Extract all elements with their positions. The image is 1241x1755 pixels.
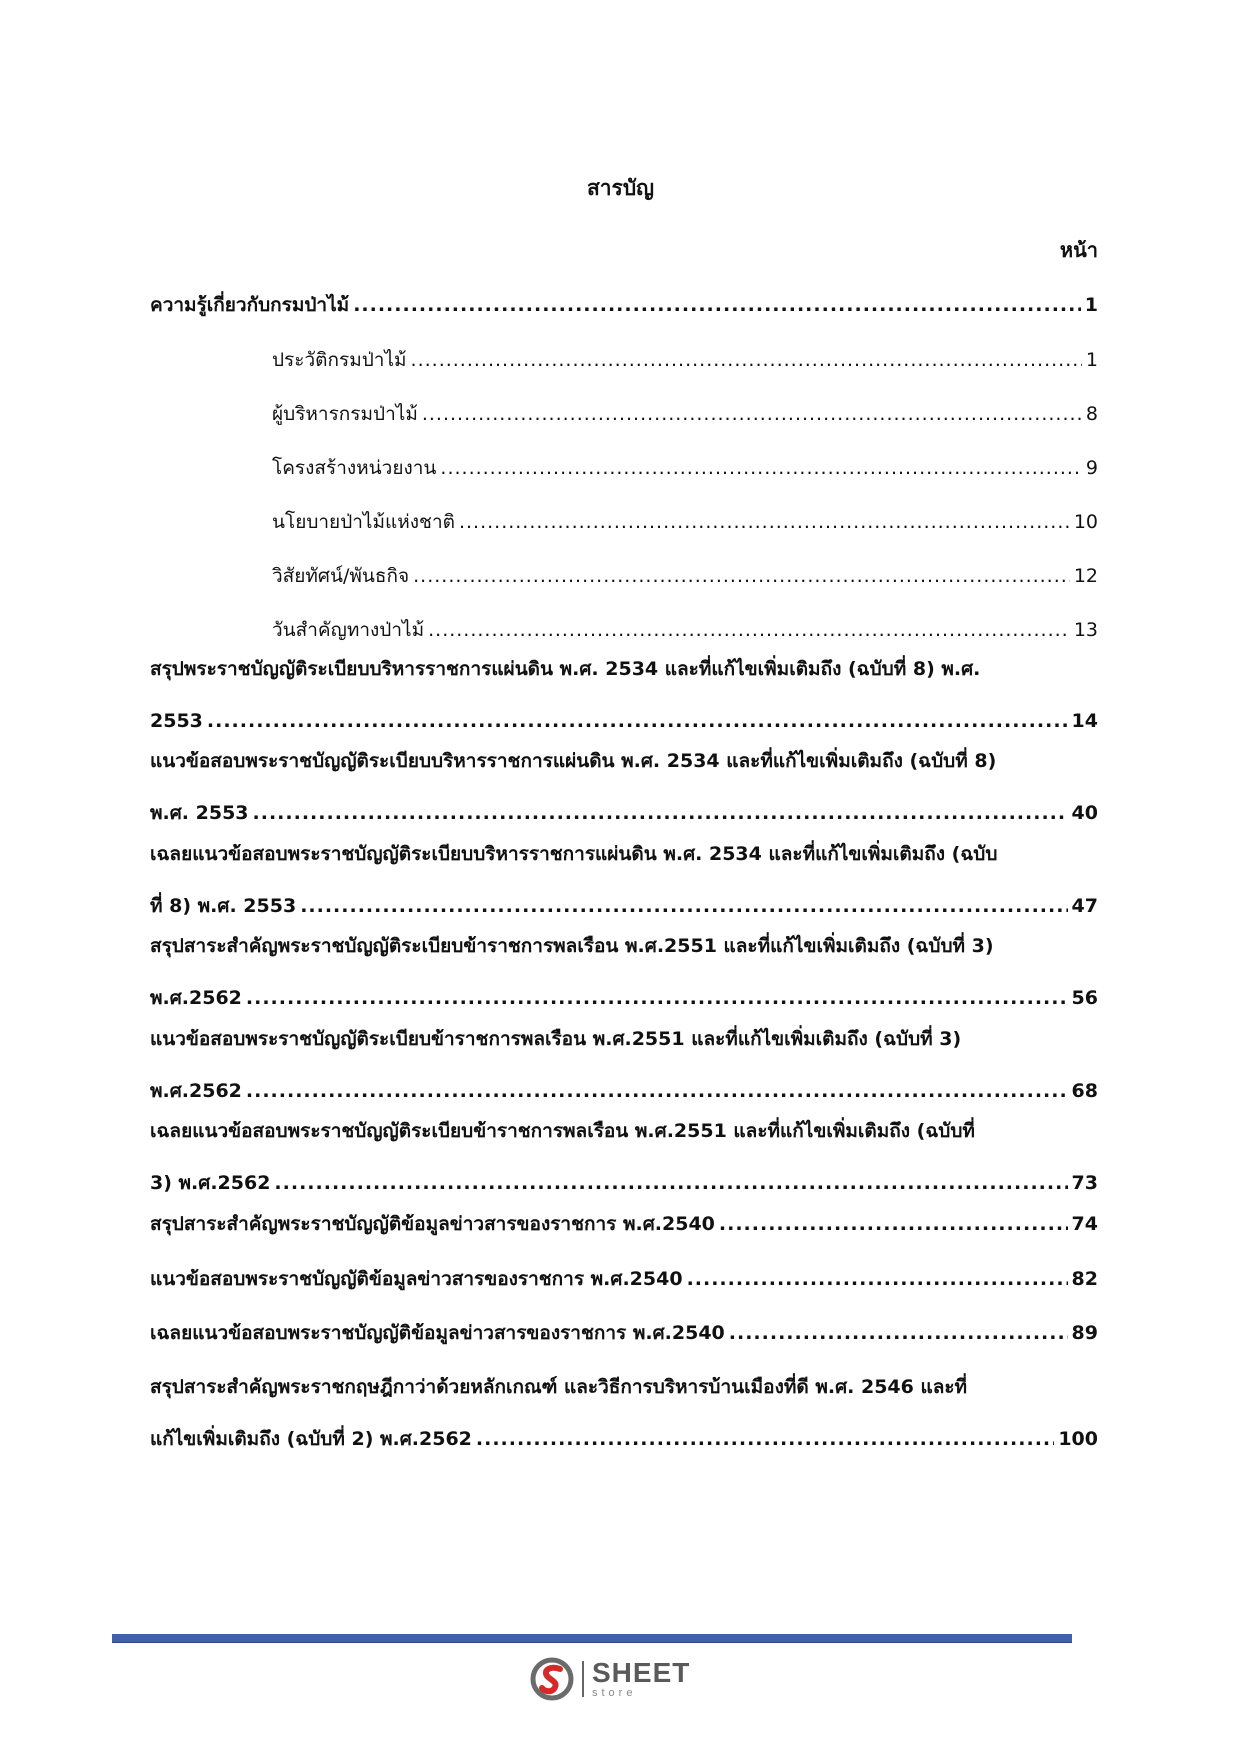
toc-entry-line bbox=[150, 839, 1098, 869]
toc-sub-entry[interactable] bbox=[150, 399, 1098, 429]
toc-entry-title: แนวข้อสอบพระราชบัญญัติระเบียบข้าราชการพลเรือน พ.ศ.2551 และที่แก้ไขเพิ่มเติมถึง (ฉบับที่ 3) bbox=[150, 1028, 962, 1050]
toc-entry-line bbox=[150, 931, 1098, 961]
toc-entry[interactable] bbox=[150, 1116, 1098, 1198]
dot-leader bbox=[440, 453, 1082, 483]
toc-entry-line bbox=[272, 453, 1098, 483]
toc-entry-line bbox=[150, 891, 1098, 921]
dot-leader bbox=[246, 983, 1068, 1013]
toc-entry-title: วันสำคัญทางป่าไม้ bbox=[272, 619, 425, 641]
dot-leader bbox=[207, 706, 1068, 736]
dot-leader bbox=[428, 615, 1070, 645]
toc-page-number: 40 bbox=[1071, 802, 1098, 824]
toc-entry[interactable] bbox=[150, 931, 1098, 1013]
logo-separator bbox=[582, 1661, 584, 1697]
toc-entry-title: ที่ 8) พ.ศ. 2553 bbox=[150, 895, 297, 917]
toc-entry-title: ความรู้เกี่ยวกับกรมป่าไม้ bbox=[150, 294, 350, 316]
page-column-label: หน้า bbox=[1059, 238, 1098, 262]
toc-entry-line bbox=[272, 615, 1098, 645]
dot-leader bbox=[687, 1264, 1068, 1294]
toc-entry-title: 2553 bbox=[150, 710, 203, 732]
toc-entry-title: สรุปสาระสำคัญพระราชบัญญัติระเบียบข้าราชการพลเรือน พ.ศ.2551 และที่แก้ไขเพิ่มเติมถึง (ฉบับที่ 3) bbox=[150, 935, 994, 957]
toc-entry-line bbox=[150, 798, 1098, 828]
toc-page-number: 13 bbox=[1073, 619, 1098, 641]
toc-entry-title: แนวข้อสอบพระราชบัญญัติระเบียบบริหารราชการแผ่นดิน พ.ศ. 2534 และที่แก้ไขเพิ่มเติมถึง (ฉบับที่ 8) bbox=[150, 750, 997, 772]
toc-entry[interactable] bbox=[150, 1318, 1098, 1348]
dot-leader bbox=[300, 891, 1067, 921]
toc-sub-entry[interactable] bbox=[150, 507, 1098, 537]
toc-entry[interactable] bbox=[150, 1024, 1098, 1106]
toc-entry-line bbox=[150, 1318, 1098, 1348]
toc-page-number: 82 bbox=[1071, 1268, 1098, 1290]
dot-leader bbox=[422, 399, 1082, 429]
toc-page-number: 100 bbox=[1058, 1428, 1098, 1450]
toc-sub-entry[interactable] bbox=[150, 561, 1098, 591]
toc-entry-line bbox=[150, 1076, 1098, 1106]
dot-leader bbox=[719, 1209, 1068, 1239]
toc-entry-line bbox=[150, 1168, 1098, 1198]
dot-leader bbox=[353, 290, 1081, 320]
dot-leader bbox=[459, 507, 1070, 537]
toc-entry[interactable] bbox=[150, 1264, 1098, 1294]
toc-entry[interactable] bbox=[150, 654, 1098, 736]
sheet-store-logo-icon bbox=[530, 1657, 574, 1701]
sheet-store-logo bbox=[530, 1656, 690, 1702]
toc-page-number: 68 bbox=[1071, 1080, 1098, 1102]
dot-leader bbox=[729, 1318, 1068, 1348]
toc-page-number: 73 bbox=[1071, 1172, 1098, 1194]
toc-entry-title: พ.ศ.2562 bbox=[150, 987, 242, 1009]
toc-entry-line bbox=[150, 706, 1098, 736]
toc-entry-title: สรุปพระราชบัญญัติระเบียบบริหารราชการแผ่นดิน พ.ศ. 2534 และที่แก้ไขเพิ่มเติมถึง (ฉบับที่ 8) พ.ศ. bbox=[150, 658, 981, 680]
toc-entry-line bbox=[150, 1209, 1098, 1239]
toc-sub-entry[interactable] bbox=[150, 453, 1098, 483]
toc-page-number: 14 bbox=[1071, 710, 1098, 732]
toc-page-number: 8 bbox=[1085, 403, 1098, 425]
toc-entry-line bbox=[150, 983, 1098, 1013]
toc-entry[interactable] bbox=[150, 839, 1098, 921]
toc-entry-line bbox=[150, 1264, 1098, 1294]
logo-text: SHEET bbox=[592, 1657, 691, 1688]
toc-entry-title: พ.ศ. 2553 bbox=[150, 802, 249, 824]
toc-entry-line bbox=[150, 654, 1098, 684]
toc-entry[interactable] bbox=[150, 1209, 1098, 1239]
toc-entry-title: เฉลยแนวข้อสอบพระราชบัญญัติระเบียบบริหารราชการแผ่นดิน พ.ศ. 2534 และที่แก้ไขเพิ่มเติมถึง (ฉบับ bbox=[150, 843, 998, 865]
toc-entry-line bbox=[150, 1116, 1098, 1146]
toc-entry-line bbox=[272, 507, 1098, 537]
toc-page-number: 1 bbox=[1084, 294, 1098, 316]
dot-leader bbox=[476, 1424, 1054, 1454]
toc-entry-title: ผู้บริหารกรมป่าไม้ bbox=[272, 403, 418, 425]
dot-leader bbox=[411, 345, 1082, 375]
logo-subtext: store bbox=[592, 1687, 637, 1699]
toc-entry-line bbox=[150, 1424, 1098, 1454]
logo-wordmark bbox=[592, 1659, 690, 1699]
toc-entry-title: พ.ศ.2562 bbox=[150, 1080, 242, 1102]
toc-entry-title: นโยบายป่าไม้แห่งชาติ bbox=[272, 511, 455, 533]
toc-page-number: 9 bbox=[1085, 457, 1098, 479]
toc-page-number: 1 bbox=[1085, 349, 1098, 371]
toc-entry-line bbox=[272, 399, 1098, 429]
toc-page-number: 47 bbox=[1071, 895, 1098, 917]
toc-entry-title: แนวข้อสอบพระราชบัญญัติข้อมูลข่าวสารของราชการ พ.ศ.2540 bbox=[150, 1268, 683, 1290]
toc-entry-title: ประวัติกรมป่าไม้ bbox=[272, 349, 407, 371]
toc-entry-line bbox=[150, 746, 1098, 776]
toc-entry-line bbox=[150, 1024, 1098, 1054]
toc-entry-title: โครงสร้างหน่วยงาน bbox=[272, 457, 437, 479]
dot-leader bbox=[253, 798, 1068, 828]
toc-sub-entry[interactable] bbox=[150, 615, 1098, 645]
dot-leader bbox=[246, 1076, 1068, 1106]
toc-page-number: 89 bbox=[1071, 1322, 1098, 1344]
toc-entry-title: เฉลยแนวข้อสอบพระราชบัญญัติข้อมูลข่าวสารของราชการ พ.ศ.2540 bbox=[150, 1322, 725, 1344]
toc-entry[interactable] bbox=[150, 746, 1098, 828]
dot-leader bbox=[274, 1168, 1067, 1198]
toc-sub-entry[interactable] bbox=[150, 345, 1098, 375]
toc-entry-line bbox=[272, 561, 1098, 591]
toc-page-number: 74 bbox=[1071, 1213, 1098, 1235]
toc-entry-title: วิสัยทัศน์/พันธกิจ bbox=[272, 565, 410, 587]
toc-entry-title: สรุปสาระสำคัญพระราชบัญญัติข้อมูลข่าวสารของราชการ พ.ศ.2540 bbox=[150, 1213, 715, 1235]
toc-entry-title: เฉลยแนวข้อสอบพระราชบัญญัติระเบียบข้าราชการพลเรือน พ.ศ.2551 และที่แก้ไขเพิ่มเติมถึง (ฉบับที่ bbox=[150, 1120, 975, 1142]
toc-entry[interactable] bbox=[150, 290, 1098, 320]
toc-entry-line bbox=[150, 1372, 1098, 1402]
toc-entry-title: แก้ไขเพิ่มเติมถึง (ฉบับที่ 2) พ.ศ.2562 bbox=[150, 1428, 472, 1450]
toc-entry-title: สรุปสาระสำคัญพระราชกฤษฎีกาว่าด้วยหลักเกณฑ์ และวิธีการบริหารบ้านเมืองที่ดี พ.ศ. 2546 และที่ bbox=[150, 1376, 968, 1398]
toc-page-number: 10 bbox=[1073, 511, 1098, 533]
toc-entry[interactable] bbox=[150, 1372, 1098, 1454]
toc-entry-line bbox=[150, 290, 1098, 320]
footer-divider bbox=[112, 1634, 1072, 1643]
page-title: สารบัญ bbox=[586, 176, 655, 200]
toc-entry-title: 3) พ.ศ.2562 bbox=[150, 1172, 271, 1194]
dot-leader bbox=[413, 561, 1070, 591]
toc-entry-line bbox=[272, 345, 1098, 375]
toc-page-number: 56 bbox=[1071, 987, 1098, 1009]
toc-page-number: 12 bbox=[1073, 565, 1098, 587]
